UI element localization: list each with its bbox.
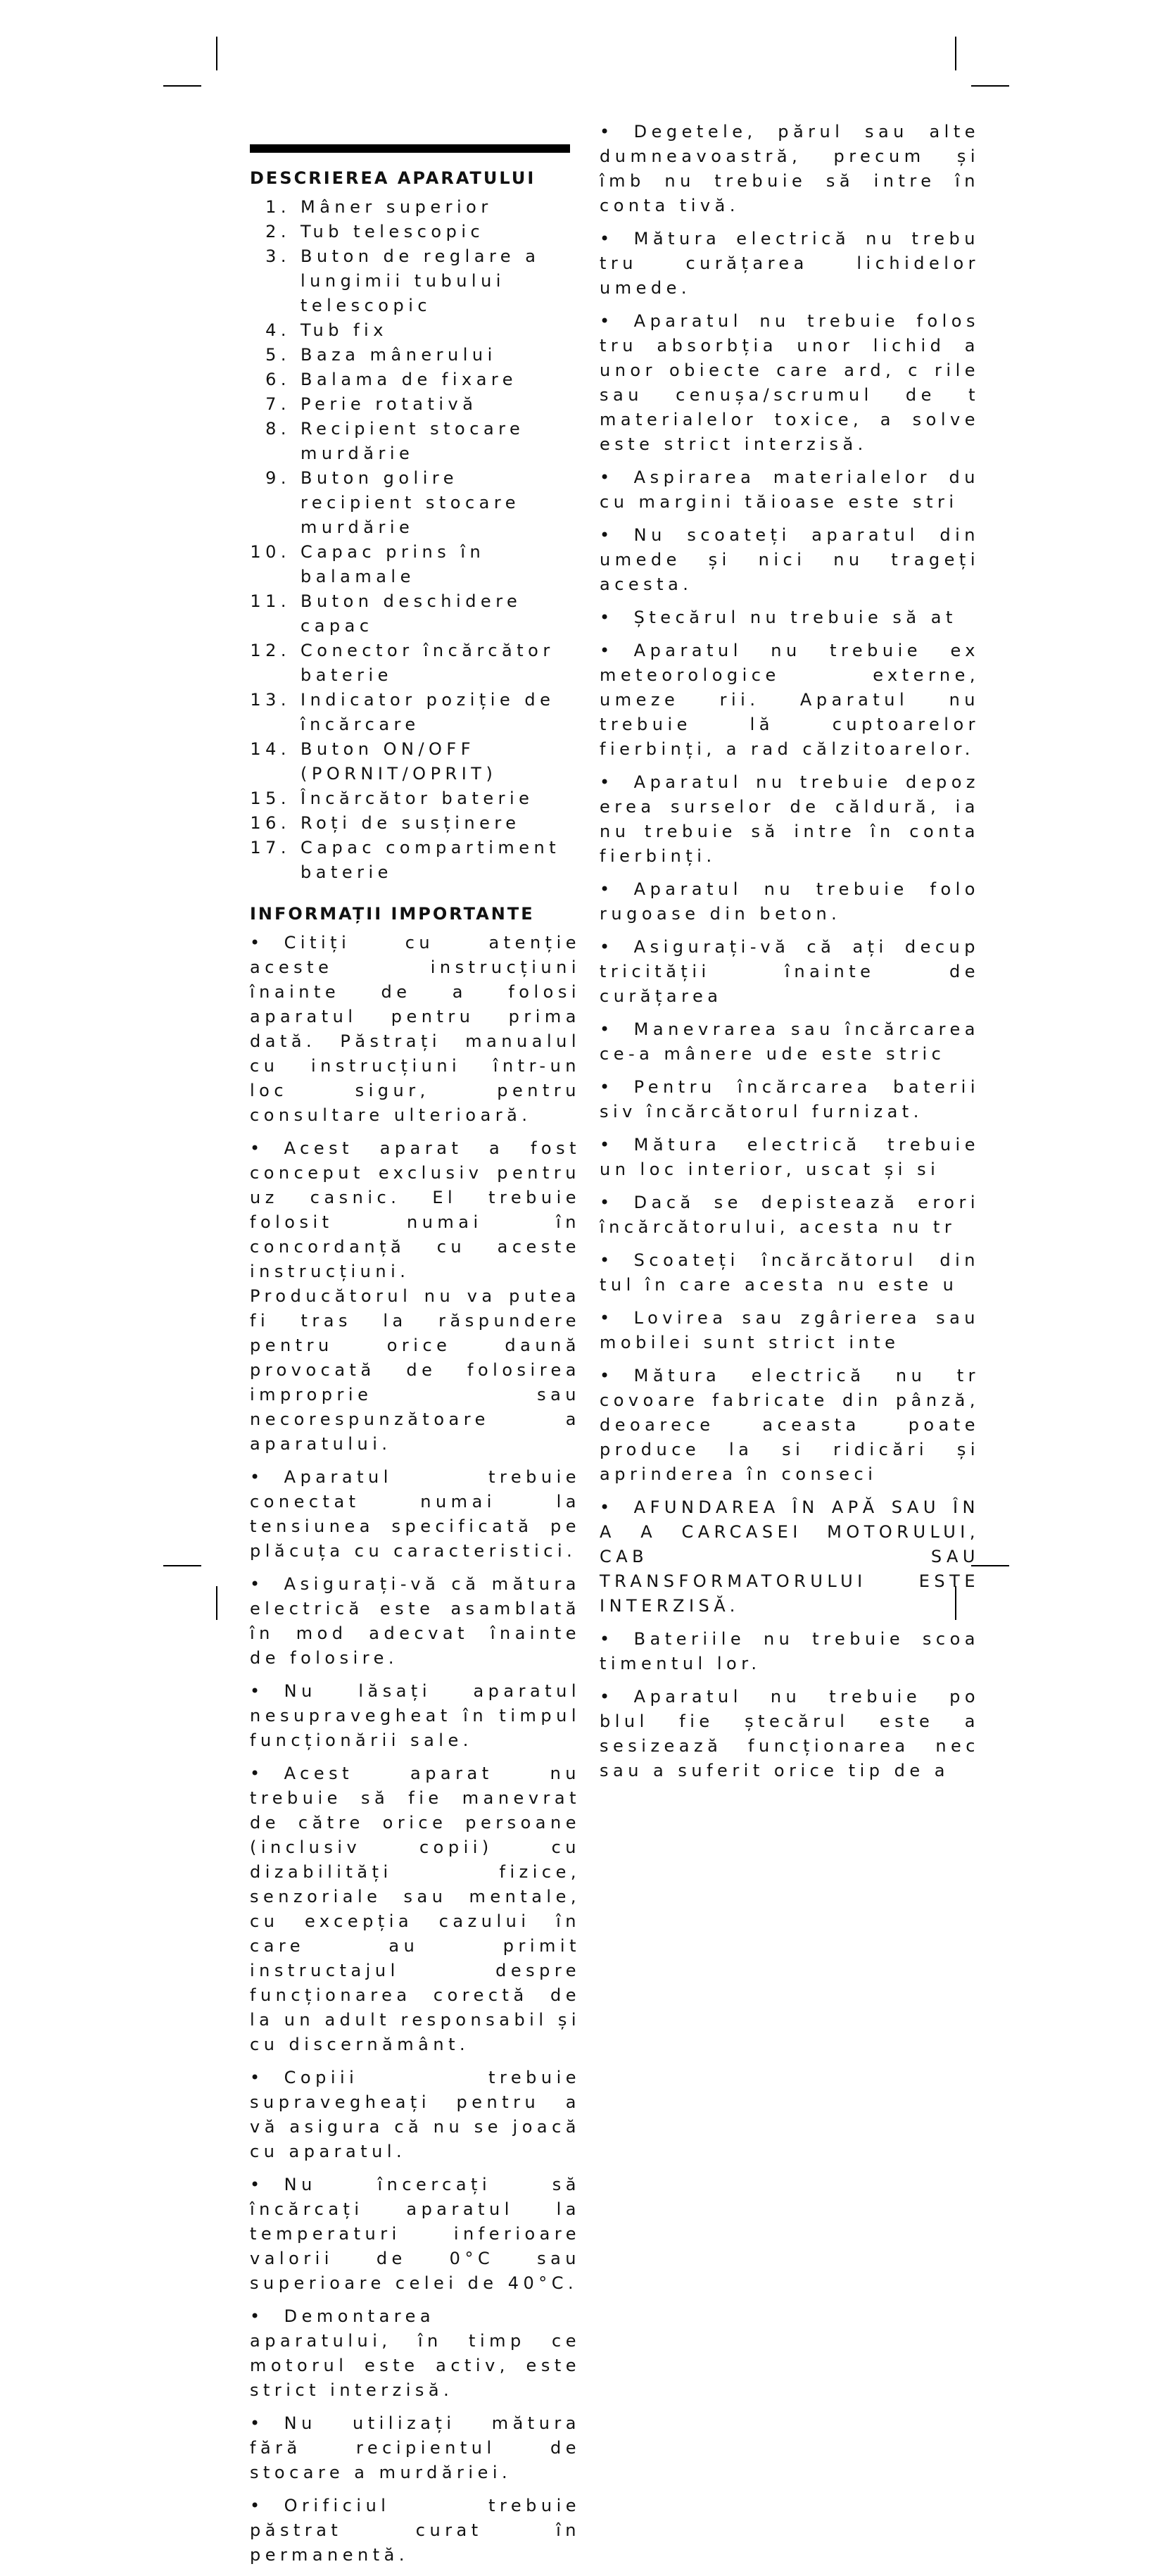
list-item: 11. Buton deschidere capac (250, 591, 522, 636)
warning-paragraph: • Scoateți încărcătorul din tul în care acesta nu este u (600, 1250, 980, 1295)
crop-mark-top-right-vertical (955, 37, 956, 70)
list-item: 6. Balama de fixare (265, 370, 518, 389)
warning-paragraph: • Mătura electrică trebuie un loc interior, uscat și si (600, 1135, 980, 1179)
warning-paragraph: • Aparatul trebuie conectat numai la tensiunea specificată pe plăcuța cu caracteristici. (250, 1467, 581, 1561)
warning-paragraph: • Ștecărul nu trebuie să at (600, 608, 957, 627)
warning-paragraph: • Aspirarea materialelor du cu margini tăioase este stri (600, 467, 980, 512)
crop-mark-top-right-horizontal (971, 85, 1009, 87)
list-item: 16. Roți de susținere (250, 813, 521, 833)
warning-paragraph: • Mătura electrică nu trebu tru curățarea lichidelor umede. (600, 229, 980, 298)
list-item: 3. Buton de reglare a lungimii tubului telescopic (265, 246, 540, 315)
list-item: 17. Capac compartiment baterie (250, 838, 561, 882)
section-rule (250, 144, 570, 153)
warning-paragraph: • Nu utilizați mătura fără recipientul de stocare a murdăriei. (250, 2413, 581, 2482)
warning-paragraph: • Manevrarea sau încărcarea ce-a mânere ude este stric (600, 1019, 980, 1064)
crop-mark-top-left-horizontal (163, 85, 201, 87)
heading-description: DESCRIEREA APARATULUI (250, 168, 536, 188)
right-column (600, 120, 980, 1792)
list-item: 14. Buton ON/OFF (PORNIT/OPRIT) (250, 739, 498, 784)
warning-paragraph: • Dacă se depistează erori încărcătorului, acesta nu tr (600, 1193, 980, 1237)
list-item: 5. Baza mânerului (265, 345, 497, 365)
warning-paragraph: • Bateriile nu trebuie scoa timentul lor. (600, 1629, 980, 1673)
left-column (250, 166, 581, 2576)
list-item: 15. Încărcător baterie (250, 788, 534, 808)
warning-paragraph: • Aparatul nu trebuie folo rugoase din beton. (600, 879, 980, 924)
crop-mark-bottom-left-vertical (216, 1586, 217, 1620)
warning-paragraph: • Asigurați-vă că ați decup tricității înainte de curățarea (600, 937, 980, 1006)
list-item: 8. Recipient stocare murdărie (265, 419, 525, 463)
warning-paragraph: • Pentru încărcarea baterii siv încărcătorul furnizat. (600, 1077, 980, 1121)
warning-paragraph: • Copiii trebuie supravegheați pentru a vă asigura că nu se joacă cu aparatul. (250, 2068, 581, 2161)
heading-important-info: INFORMAȚII IMPORTANTE (250, 904, 535, 924)
warning-paragraph: • Aparatul nu trebuie folos tru absorbția unor lichid a unor obiecte care ard, c rile sau cenușa/scrumul de t materialelor toxice, a solve este strict interzisă. (600, 311, 980, 454)
list-item: 7. Perie rotativă (265, 394, 478, 414)
list-item: 13. Indicator poziție de încărcare (250, 690, 555, 734)
warning-paragraph: • Aparatul nu trebuie po blul fie ștecărul este a sesizează funcționarea nec sau a suferit orice tip de a (600, 1687, 980, 1780)
warning-paragraph: • Asigurați-vă că mătura electrică este asamblată în mod adecvat înainte de folosire. (250, 1574, 581, 1668)
list-item: 12. Conector încărcător baterie (250, 641, 555, 685)
warning-paragraph: • Orificiul trebuie păstrat curat în permanentă. (250, 2496, 581, 2565)
warning-paragraph: • Aparatul nu trebuie depoz erea surselor de căldură, ia nu trebuie să intre în conta fierbinți. (600, 772, 980, 866)
crop-mark-bottom-left-horizontal (163, 1565, 201, 1566)
warning-paragraph: • Acest aparat a fost conceput exclusiv pentru uz casnic. El trebuie folosit numai în concordanță cu aceste instrucțiuni. Producătorul nu va putea fi tras la răspundere pentru orice daună provocată de folosirea improprie sau necorespunzătoare a aparatului. (250, 1138, 581, 1454)
warning-paragraph: • Nu încercați să încărcați aparatul la temperaturi inferioare valorii de 0°C sau superioare celei de 40°C. (250, 2175, 581, 2293)
warning-paragraph: • Nu lăsați aparatul nesupravegheat în timpul funcționării sale. (250, 1681, 581, 1750)
warning-paragraph: • Mătura electrică nu tr covoare fabricate din pânză, deoarece aceasta poate produce la si ridicări și aprinderea în conseci (600, 1366, 980, 1484)
warning-paragraph: • Degetele, părul sau alte dumneavoastră, precum și îmb nu trebuie să intre în conta tivă. (600, 122, 980, 215)
list-item: 4. Tub fix (265, 320, 388, 340)
warning-paragraph: • Citiți cu atenție aceste instrucțiuni înainte de a folosi aparatul pentru prima dată. Păstrați manualul cu instrucțiuni într-un loc sigur, pentru consultare ulterioară. (250, 933, 581, 1125)
warning-paragraph: • AFUNDAREA ÎN APĂ SAU ÎN A A CARCASEI MOTORULUI, CAB SAU TRANSFORMATORULUI ESTE INTERZISĂ. (600, 1497, 980, 1616)
warning-paragraph: • Aparatul nu trebuie ex meteorologice externe, umeze rii. Aparatul nu trebuie lă cuptoarelor fierbinți, a rad călzitoarelor. (600, 641, 980, 759)
list-item: 10. Capac prins în balamale (250, 542, 486, 586)
warning-paragraph: • Demontarea aparatului, în timp ce motorul este activ, este strict interzisă. (250, 2306, 581, 2400)
warning-paragraph: • Lovirea sau zgârierea sau mobilei sunt strict inte (600, 1308, 980, 1352)
warning-paragraph: • Nu scoateți aparatul din umede și nici nu trageți acesta. (600, 525, 980, 594)
warning-paragraph: • Acest aparat nu trebuie să fie manevrat de către orice persoane (inclusiv copii) cu dizabilități fizice, senzoriale sau mentale, cu excepția cazului în care au primit instructajul despre funcționarea corectă de la un adult responsabil și cu discernământ. (250, 1764, 581, 2054)
parts-list (250, 195, 581, 885)
crop-mark-top-left-vertical (216, 37, 217, 70)
list-item: 1. Mâner superior (265, 197, 493, 217)
list-item: 9. Buton golire recipient stocare murdărie (265, 468, 520, 537)
list-item: 2. Tub telescopic (265, 222, 485, 241)
